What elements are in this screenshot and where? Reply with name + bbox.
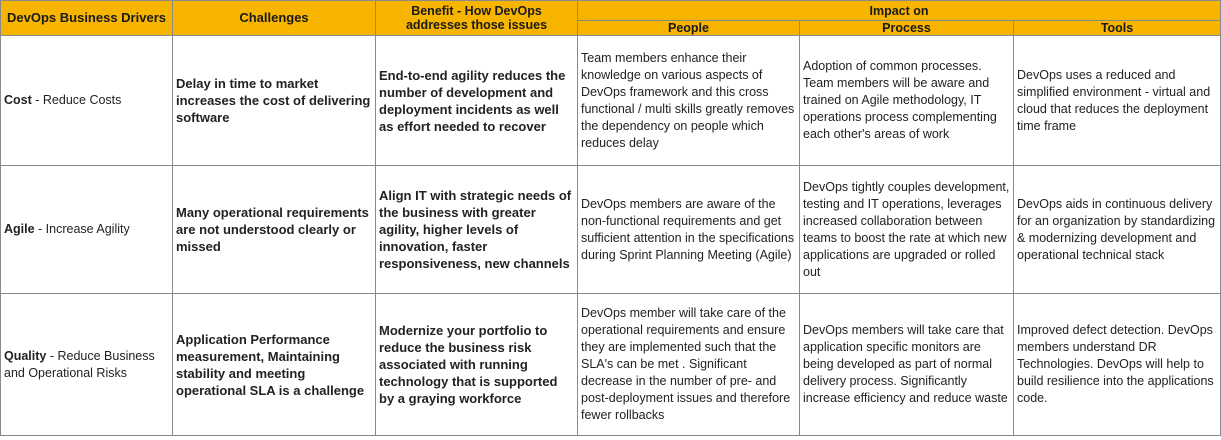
- benefit-cell: Modernize your portfolio to reduce the business risk associated with running technology that is supported by a graying workforce: [376, 294, 578, 436]
- process-cell: DevOps members will take care that application specific monitors are being developed as part of normal delivery process. Significantly increase efficiency and reduce waste: [800, 294, 1014, 436]
- driver-cell: [1, 294, 173, 436]
- benefit-cell: End-to-end agility reduces the number of development and deployment incidents as well as effort needed to recover: [376, 36, 578, 166]
- people-cell: DevOps member will take care of the operational requirements and ensure they are implemented such that the SLA's can be met . Significant decrease in the number of pre- and post-deployment issues and therefore fewer rollbacks: [578, 294, 800, 436]
- header-drivers: DevOps Business Drivers: [1, 1, 173, 36]
- driver-name: Agile: [4, 222, 35, 236]
- header-process: Process: [800, 21, 1014, 36]
- tools-cell: DevOps aids in continuous delivery for an organization by standardizing & modernizing development and operational technical stack: [1014, 166, 1221, 294]
- header-challenges: Challenges: [173, 1, 376, 36]
- tools-cell: DevOps uses a reduced and simplified environment - virtual and cloud that reduces the deployment time frame: [1014, 36, 1221, 166]
- driver-name: Quality: [4, 348, 47, 363]
- process-cell: DevOps tightly couples development, testing and IT operations, leverages increased collaboration between teams to boost the rate at which new applications are upgraded or rolled out: [800, 166, 1014, 294]
- process-cell: Adoption of common processes. Team members will be aware and trained on Agile methodology, IT operations process complementing each other's areas of work: [800, 36, 1014, 166]
- header-tools: Tools: [1014, 21, 1221, 36]
- table-row: [1, 36, 1221, 166]
- people-cell: DevOps members are aware of the non-functional requirements and get sufficient attention in the specifications during Sprint Planning Meeting (Agile): [578, 166, 800, 294]
- challenge-cell: Application Performance measurement, Maintaining stability and meeting operational SLA is a challenge: [173, 294, 376, 436]
- challenge-cell: Many operational requirements are not understood clearly or missed: [173, 166, 376, 294]
- driver-name: Cost: [4, 93, 32, 107]
- driver-cell: [1, 36, 173, 166]
- tools-cell: Improved defect detection. DevOps members understand DR Technologies. DevOps will help to build resilience into the applications code.: [1014, 294, 1221, 436]
- benefit-cell: Align IT with strategic needs of the business with greater agility, higher levels of innovation, faster responsiveness, new channels: [376, 166, 578, 294]
- header-people: People: [578, 21, 800, 36]
- header-impact: Impact on: [578, 1, 1221, 21]
- people-cell: Team members enhance their knowledge on various aspects of DevOps framework and this cross functional / multi skills greatly removes the dependency on people which reduces delay: [578, 36, 800, 166]
- header-benefit: Benefit - How DevOps addresses those issues: [376, 1, 578, 36]
- driver-goal: - Reduce Costs: [31, 93, 122, 107]
- driver-goal: - Reduce Business and Operational Risks: [4, 348, 155, 380]
- challenge-cell: Delay in time to market increases the cost of delivering software: [173, 36, 376, 166]
- table-row: [1, 166, 1221, 294]
- driver-cell: [1, 166, 173, 294]
- driver-goal: - Increase Agility: [34, 222, 130, 236]
- table-row: [1, 294, 1221, 436]
